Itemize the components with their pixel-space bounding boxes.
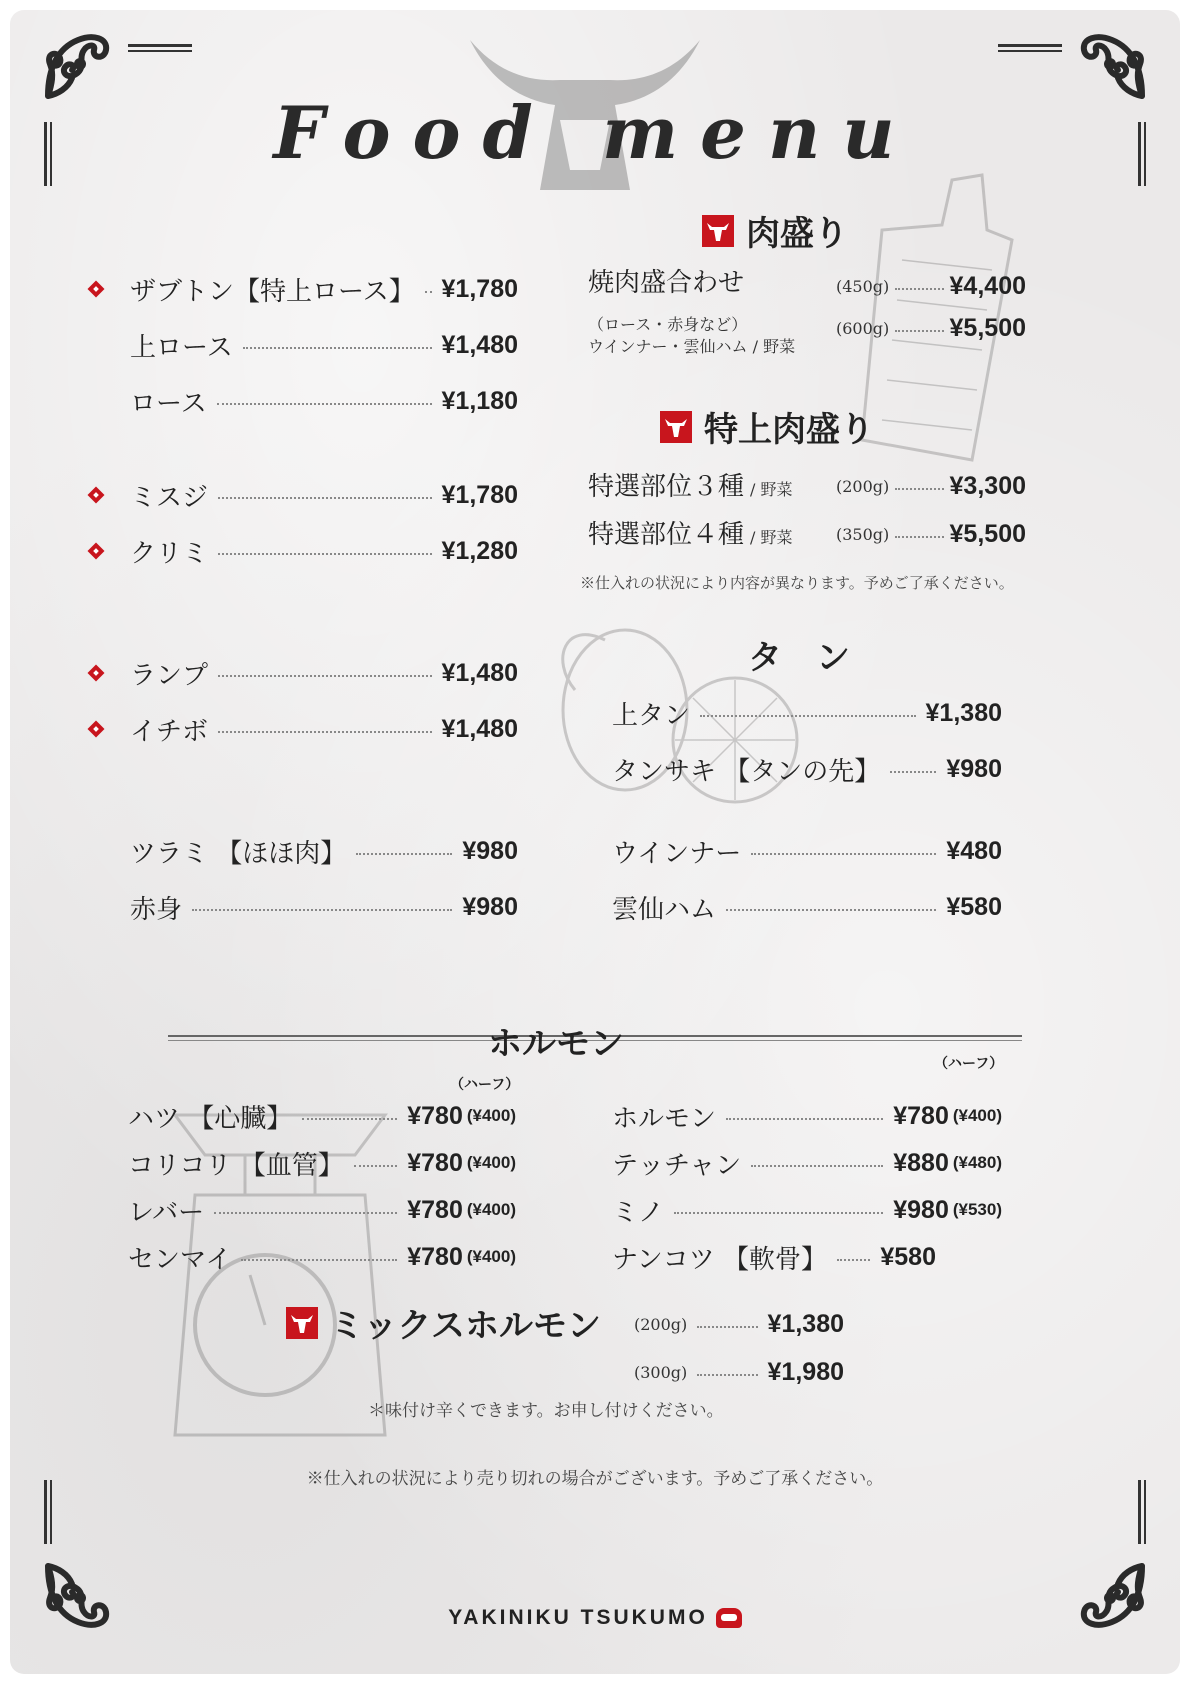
- leader-dots: [895, 288, 943, 290]
- half-label: （ハーフ）: [934, 1055, 1004, 1071]
- item-price: ¥1,480: [441, 658, 518, 687]
- item-name: タンサキ 【タンの先】: [612, 756, 881, 787]
- leader-dots: [192, 909, 452, 911]
- leader-dots: [354, 1165, 397, 1167]
- menu-item: [588, 466, 793, 503]
- item-price: ¥3,300: [949, 471, 1026, 500]
- item-description-line: ウインナー・雲仙ハム / 野菜: [588, 337, 796, 356]
- cow-badge-icon: [286, 1307, 318, 1339]
- notice-text: ＊味付け辛くできます。お申し付けください。: [368, 1401, 724, 1421]
- item-price: ¥580: [946, 892, 1002, 921]
- cow-badge-icon: [702, 215, 734, 247]
- item-price: ¥1,180: [441, 386, 518, 415]
- menu-item: [612, 1143, 1002, 1183]
- leader-dots: [700, 715, 916, 717]
- item-price: ¥1,780: [441, 480, 518, 509]
- leader-dots: [726, 909, 936, 911]
- divider-ornament: [44, 1480, 52, 1544]
- diamond-marker-icon: [88, 281, 104, 297]
- leader-dots: [751, 853, 936, 855]
- item-weight: (600g): [836, 318, 890, 338]
- half-label: （ハーフ）: [450, 1076, 520, 1092]
- section-title-nikumori: [702, 206, 848, 255]
- item-name: 上タン: [612, 700, 691, 731]
- menu-option: [836, 308, 1026, 348]
- menu-option: [836, 514, 1026, 554]
- divider-ornament: [998, 44, 1062, 52]
- item-price: ¥1,780: [441, 274, 518, 303]
- item-price: ¥780: [407, 1101, 463, 1130]
- item-name: クリミ: [130, 538, 209, 569]
- section-title-text: ミックスホルモン: [330, 1306, 601, 1346]
- item-weight: (300g): [634, 1362, 688, 1382]
- section-title-text: 特上肉盛り: [704, 410, 874, 450]
- menu-item: [130, 381, 518, 421]
- leader-dots: [890, 771, 936, 773]
- section-title-text: タ ン: [748, 638, 850, 678]
- leader-dots: [895, 330, 943, 332]
- item-price: ¥980: [462, 836, 518, 865]
- menu-item: [88, 269, 518, 309]
- leader-dots: [218, 497, 432, 499]
- menu-item: [128, 1143, 516, 1183]
- item-name: 上ロース: [130, 332, 233, 363]
- item-price: ¥1,480: [441, 330, 518, 359]
- item-half-price: (¥400): [466, 1106, 516, 1125]
- menu-item: [612, 749, 1002, 789]
- item-name: ツラミ 【ほほ肉】: [130, 838, 347, 869]
- item-price: ¥1,380: [925, 698, 1002, 727]
- item-name: イチボ: [130, 716, 209, 747]
- item-name: 特選部位４種: [588, 520, 745, 550]
- item-name: 特選部位３種: [588, 472, 745, 502]
- menu-item: [612, 887, 1002, 927]
- item-extra: / 野菜: [750, 528, 793, 547]
- item-name: ウインナー: [612, 838, 742, 869]
- leader-dots: [674, 1212, 883, 1214]
- page-title: Food menu: [273, 90, 917, 175]
- item-price: ¥580: [880, 1242, 936, 1271]
- menu-item: [88, 531, 518, 571]
- item-name: ナンコツ 【軟骨】: [612, 1244, 827, 1275]
- item-extra: / 野菜: [750, 480, 793, 499]
- item-description: [588, 314, 795, 358]
- item-weight: (350g): [836, 524, 890, 544]
- menu-item: [130, 325, 518, 365]
- item-price: ¥5,500: [949, 313, 1026, 342]
- item-price: ¥1,980: [767, 1357, 844, 1386]
- leader-dots: [726, 1118, 883, 1120]
- item-price: ¥880: [893, 1148, 949, 1177]
- menu-item: [88, 709, 518, 749]
- section-title-mix: [286, 1298, 601, 1347]
- leader-dots: [837, 1259, 870, 1261]
- item-half-price: (¥400): [466, 1247, 516, 1266]
- menu-item: [612, 1237, 1002, 1277]
- menu-item: [612, 1096, 1002, 1136]
- brand-logo-icon: [716, 1608, 742, 1628]
- item-description-line: （ロース・赤身など）: [588, 315, 748, 334]
- diamond-marker-icon: [88, 721, 104, 737]
- item-price: ¥1,280: [441, 536, 518, 565]
- item-name: ザブトン【特上ロース】: [130, 276, 415, 307]
- menu-option: [836, 266, 1026, 306]
- menu-item: [588, 514, 793, 551]
- leader-dots: [241, 1259, 397, 1261]
- item-half-price: (¥400): [466, 1153, 516, 1172]
- menu-item: [130, 887, 518, 927]
- leader-dots: [895, 536, 943, 538]
- leader-dots: [751, 1165, 883, 1167]
- diamond-marker-icon: [88, 665, 104, 681]
- leader-dots: [218, 731, 432, 733]
- item-weight: (200g): [836, 476, 890, 496]
- notice-text: ※仕入れの状況により売り切れの場合がございます。予めご了承ください。: [306, 1469, 884, 1489]
- section-title-text: ホルモン: [488, 1024, 624, 1064]
- item-name: レバー: [128, 1197, 205, 1228]
- leader-dots: [218, 553, 432, 555]
- section-title-horumon: [488, 1016, 624, 1065]
- item-name: ミノ: [612, 1197, 665, 1228]
- item-name: ハツ 【心臓】: [128, 1103, 293, 1134]
- item-price: ¥980: [946, 754, 1002, 783]
- menu-item: [612, 693, 1002, 733]
- menu-item: [128, 1237, 516, 1277]
- item-price: ¥780: [893, 1101, 949, 1130]
- section-title-tan: [748, 630, 850, 679]
- item-name: センマイ: [128, 1244, 232, 1275]
- leader-dots: [356, 853, 452, 855]
- section-title-tokujo: [660, 402, 874, 451]
- item-half-price: (¥400): [952, 1106, 1002, 1125]
- cow-badge-icon: [660, 411, 692, 443]
- diamond-marker-icon: [88, 487, 104, 503]
- leader-dots: [218, 675, 432, 677]
- leader-dots: [895, 488, 943, 490]
- item-name: ホルモン: [612, 1103, 717, 1134]
- section-title-text: 肉盛り: [746, 214, 848, 254]
- item-price: ¥5,500: [949, 519, 1026, 548]
- item-half-price: (¥480): [952, 1153, 1002, 1172]
- menu-item: [128, 1096, 516, 1136]
- item-weight: (200g): [634, 1314, 688, 1334]
- leader-dots: [425, 291, 432, 293]
- item-price: ¥780: [407, 1195, 463, 1224]
- leader-dots: [302, 1118, 397, 1120]
- diamond-marker-icon: [88, 543, 104, 559]
- notice-text: ※仕入れの状況により内容が異なります。予めご了承ください。: [580, 574, 1014, 592]
- item-name: コリコリ 【血管】: [128, 1150, 344, 1181]
- menu-item: [130, 831, 518, 871]
- menu-item: [612, 1190, 1002, 1230]
- leader-dots: [697, 1374, 757, 1376]
- item-price: ¥780: [407, 1242, 463, 1271]
- item-weight: (450g): [836, 276, 890, 296]
- item-name: 焼肉盛合わせ: [588, 268, 745, 298]
- footer-brand: [10, 1606, 1180, 1630]
- item-price: ¥480: [946, 836, 1002, 865]
- menu-option: [634, 1304, 844, 1344]
- menu-page: [10, 10, 1180, 1674]
- item-name: テッチャン: [612, 1150, 742, 1181]
- leader-dots: [214, 1212, 397, 1214]
- divider-ornament: [128, 44, 192, 52]
- menu-option: [836, 466, 1026, 506]
- item-name: ランプ: [130, 660, 209, 691]
- brand-name: YAKINIKU TSUKUMO: [448, 1606, 708, 1629]
- item-price: ¥980: [462, 892, 518, 921]
- item-price: ¥780: [407, 1148, 463, 1177]
- menu-item: [88, 653, 518, 693]
- menu-option: [634, 1352, 844, 1392]
- menu-item: [612, 831, 1002, 871]
- item-price: ¥1,380: [767, 1309, 844, 1338]
- item-name: ロース: [130, 388, 207, 419]
- item-half-price: (¥530): [952, 1200, 1002, 1219]
- item-price: ¥1,480: [441, 714, 518, 743]
- leader-dots: [697, 1326, 757, 1328]
- menu-item: [88, 475, 518, 515]
- divider-ornament: [1138, 1480, 1146, 1544]
- item-name: ミスジ: [130, 482, 209, 513]
- leader-dots: [243, 347, 432, 349]
- item-price: ¥4,400: [949, 271, 1026, 300]
- item-name: 赤身: [130, 894, 183, 925]
- item-half-price: (¥400): [466, 1200, 516, 1219]
- leader-dots: [217, 403, 432, 405]
- item-price: ¥980: [893, 1195, 949, 1224]
- item-name: 雲仙ハム: [612, 894, 717, 925]
- menu-item: [128, 1190, 516, 1230]
